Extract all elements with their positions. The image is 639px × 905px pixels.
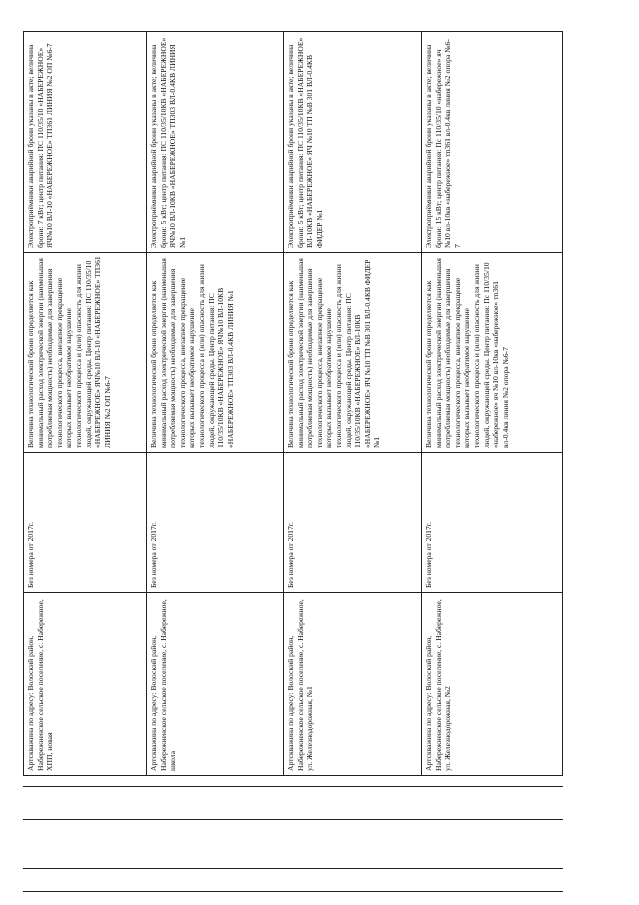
emergency-text: Электроприёмники аварийной брони указаны в акте; величина брони: 5 кВт; центр питания: ПС 110/35/10КВ «НАБЕРЕЖНОЕ» ЯЧ№10 ВЛ-10КВ «НАБЕРЕЖНОЕ» ТП303 ВЛ-0.4КВ ЛИНИЯ №1 [149,37,187,248]
table-row-4-doc-cell [422,452,562,592]
address-text: Артскважина по адресу: Волоский район, Набережненское сельское поселение, с. Набережное, ул. Железнодорожная, №2 [424,599,453,771]
emergency-text: Электроприёмники аварийной брони указаны в акте; величина брони: 5 кВт; центр питания: ПС 110/35/10КВ «НАБЕРЕЖНОЕ» ВЛ-10КВ «НАБЕРЕЖНОЕ» ЯЧ №10 ТП №В 301 ВЛ-0.4КВ ФИДЕР №1 [286,37,324,248]
table-row-2-description-cell [147,252,283,452]
table-row-1-description-cell [24,252,146,452]
table-row-1-doc-cell [24,452,146,592]
address-text: Артскважина по адресу: Волоский район, Набережненское сельское поселение, с. Набережное, школа [149,599,178,771]
table-row-2-emergency-cell [147,32,283,252]
ruled-line [23,819,563,820]
address-text: Артскважина по адресу: Волоский район, Набережненское сельское поселение, с. Набережное, ул. Железнодорожная, №1 [286,599,315,771]
description-text: Величина технологической брони определяется как минимальный расход электрической энергии (наименьшая потребляемая мощность) необходимые для завершения технологического процесса, внезапное прекращение которых вызывает необратимое нарушение технологического процесса и (или) опасность для жизни людей, окружающей среды. Центр питания: ПС 110/35/10КВ «НАБЕРЕЖНОЕ» ЯЧ№10 ВЛ-10КВ «НАБЕРЕЖНОЕ» ТП303 ВЛ-0.4КВ ЛИНИЯ №1 [149,258,235,448]
doc-text: Без номера от 2017г. [424,522,433,588]
reservation-table [23,31,563,776]
table-row-2-address-cell [147,592,283,775]
emergency-text: Электроприёмники аварийной брони указаны в акте; величина брони: 15 кВт; центр питания: Пс 110/35/10 «набережное» яч №10 вл-10кв «набережное» тп361 вл-0.4кв линия №2 опора №6-7 [424,39,462,248]
table-row-4-emergency-cell [422,32,562,252]
description-text: Величина технологической брони определяется как минимальный расход электрической энергии (наименьшая потребляемая мощность) необходимые для завершения технологического процесса, внезапное прекращение которых вызывает необратимое нарушение технологического процесса и (или) опасность для жизни людей, окружающей среды. Центр питания: ПС 110/35/10 «НАБЕРЕЖНОЕ» ЯЧ№10 ВЛ-10 «НАБЕРЕЖНОЕ» ТП361 ЛИНИЯ №2 ОП №6-7 [26,256,112,448]
ruled-line [23,786,563,787]
doc-text: Без номера от 2017г. [149,522,158,588]
table-row-1-emergency-cell [24,32,146,252]
ruled-line [23,868,563,869]
ruled-line [23,891,563,892]
description-text: Величина технологической брони определяется как минимальный расход электрической энергии (наименьшая потребляемая мощность) необходимые для завершения технологического процесса, внезапное прекращение которых вызывает необратимое нарушение технологического процесса и (или) опасность для жизни людей, окружающей среды. Центр питания: ПС 110/35/10КВ «НАБЕРЕЖНОЕ» ВЛ-10КВ «НАБЕРЕЖНОЕ» ЯЧ №10 ТП №В 301 ВЛ-0.4КВ ФИДЕР №1 [286,258,382,448]
table-row-3-description-cell [284,252,421,452]
table-row-2-doc-cell [147,452,283,592]
table-row-3-doc-cell [284,452,421,592]
doc-text: Без номера от 2017г. [26,522,35,588]
table-row-3-address-cell [284,592,421,775]
table-row-3-emergency-cell [284,32,421,252]
table-row-1-address-cell [24,592,146,775]
emergency-text: Электроприёмники аварийной брони указаны в акте; величина брони: 7 кВт; центр питания: ПС 110/35/10 «НАБЕРЕЖНОЕ» ЯЧ№10 ВЛ-10 «НАБЕРЕЖНОЕ» ТП361 ЛИНИЯ №2 ОП №6-7 [26,43,55,248]
description-text: Величина технологической брони определяется как минимальный расход электрической энергии (наименьшая потребляемая мощность) необходимые для завершения технологического процесса, внезапное прекращение которых вызывает необратимое нарушение технологического процесса и (или) опасность для жизни людей, окружающей среды. Центр питания: Пс 110/35/10 «набережное» яч №10 вл-10кв «набережное» тп361 вл-0.4кв линия №2 опора №6-7 [424,258,510,448]
doc-text: Без номера от 2017г. [286,522,295,588]
table-row-4-description-cell [422,252,562,452]
table-row-4-address-cell [422,592,562,775]
address-text: Артскважина по адресу: Волоский район, Набережненское сельское поселение, с. Набережное, ХПП, новая [26,599,55,771]
